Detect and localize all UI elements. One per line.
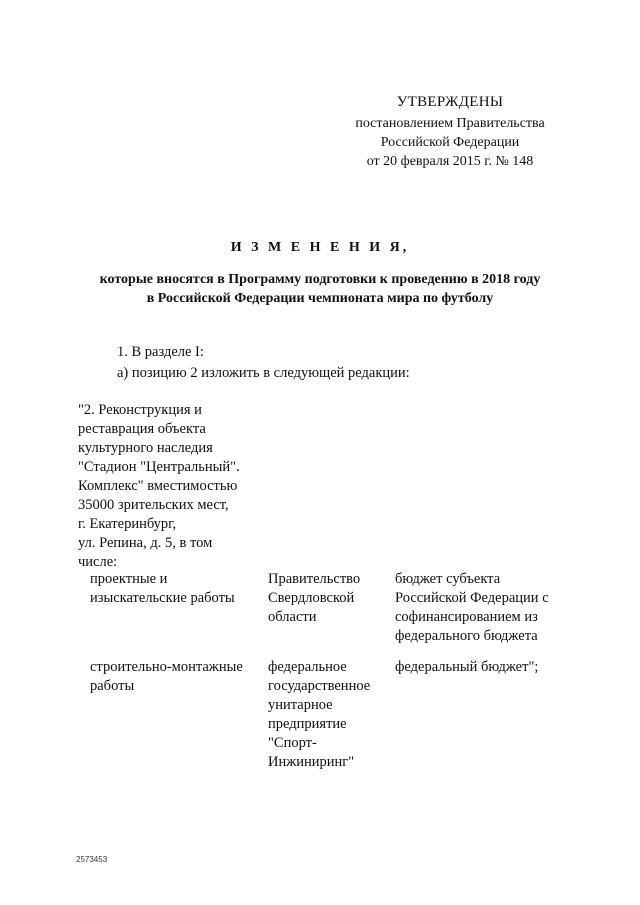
cell-line: изыскательские работы <box>90 590 235 606</box>
cell-line: проектные и <box>90 571 168 587</box>
document-heading <box>60 240 580 308</box>
work-cell <box>90 570 260 608</box>
item-line: 35000 зрительских мест, <box>78 497 229 513</box>
item-line: "Стадион "Центральный". <box>78 459 240 475</box>
work-cell <box>90 658 260 696</box>
funding-cell <box>395 658 575 677</box>
approval-line-3: от 20 февраля 2015 г. № 148 <box>366 154 534 169</box>
cell-line: области <box>268 609 317 625</box>
item-line: культурного наследия <box>78 440 213 456</box>
item-line: числе: <box>78 554 118 570</box>
funding-cell <box>395 570 575 646</box>
cell-line: федеральное <box>268 659 347 675</box>
item-description <box>78 401 278 572</box>
item-line: ул. Репина, д. 5, в том <box>78 535 213 551</box>
executor-cell <box>268 570 383 627</box>
executor-cell <box>268 658 383 772</box>
cell-line: "Спорт- <box>268 735 317 751</box>
item-line: реставрация объекта <box>78 421 206 437</box>
item-line: Комплекс" вместимостью <box>78 478 238 494</box>
item-line: "2. Реконструкция и <box>78 402 202 418</box>
approval-line-2: Российской Федерации <box>380 135 520 150</box>
cell-line: федеральный бюджет"; <box>395 659 539 675</box>
cell-line: предприятие <box>268 716 347 732</box>
document-subtitle-line-2: в Российской Федерации чемпионата мира по футболу <box>146 291 494 306</box>
section-heading: 1. В разделе I: <box>117 344 204 360</box>
document-title: И З М Е Н Е Н И Я, <box>230 240 410 255</box>
cell-line: Российской Федерации с <box>395 590 549 606</box>
cell-line: унитарное <box>268 697 333 713</box>
cell-line: Свердловской <box>268 590 355 606</box>
cell-line: строительно-монтажные <box>90 659 243 675</box>
cell-line: бюджет субъекта <box>395 571 501 587</box>
approval-line-1: постановлением Правительства <box>355 116 545 131</box>
cell-line: Инжиниринг" <box>268 754 355 770</box>
approval-block <box>340 93 560 171</box>
cell-line: Правительство <box>268 571 361 587</box>
document-code: 2573453 <box>76 855 108 864</box>
cell-line: федерального бюджета <box>395 628 538 644</box>
cell-line: государственное <box>268 678 371 694</box>
cell-line: софинансированием из <box>395 609 538 625</box>
instruction-text: а) позицию 2 изложить в следующей редакции: <box>117 365 410 381</box>
cell-line: работы <box>90 678 135 694</box>
document-subtitle-line-1: которые вносятся в Программу подготовки к проведению в 2018 году <box>99 272 541 287</box>
item-line: г. Екатеринбург, <box>78 516 177 532</box>
approval-title: УТВЕРЖДЕНЫ <box>396 94 504 110</box>
